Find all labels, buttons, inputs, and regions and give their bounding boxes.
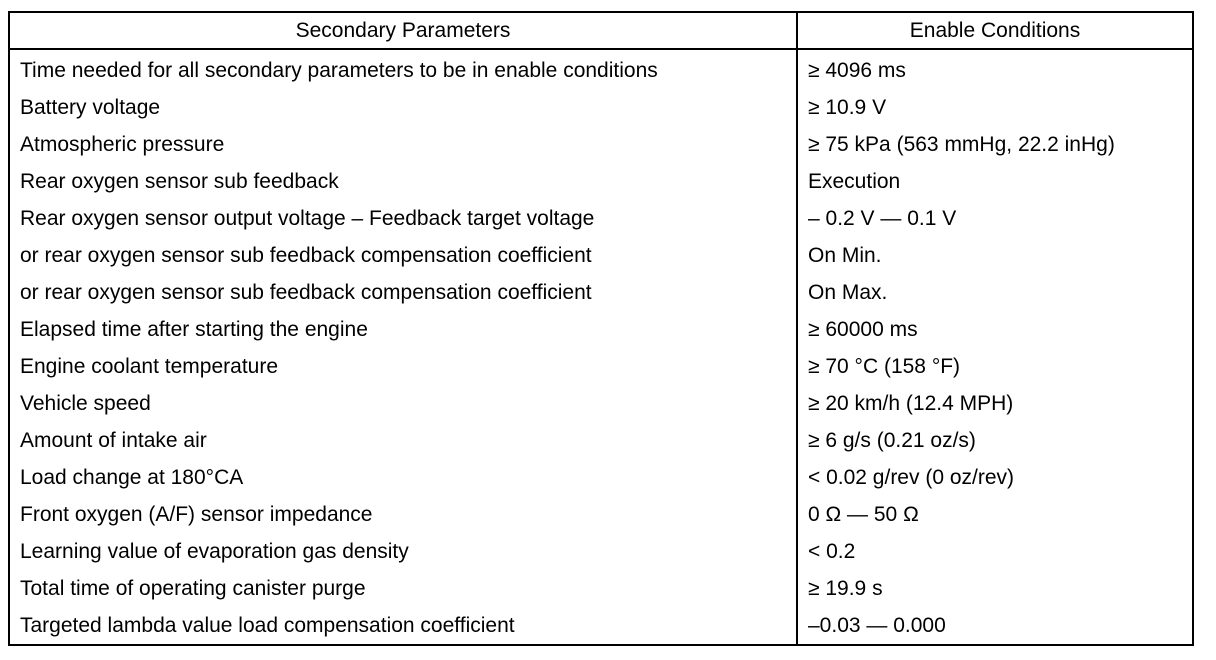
table-row: [9, 607, 1193, 645]
parameter-cell: or rear oxygen sensor sub feedback compensation coefficient: [9, 274, 797, 311]
parameter-cell: Learning value of evaporation gas density: [9, 533, 797, 570]
parameter-cell: Load change at 180°CA: [9, 459, 797, 496]
table-row: [9, 237, 1193, 274]
table-row: [9, 459, 1193, 496]
parameter-cell: Total time of operating canister purge: [9, 570, 797, 607]
secondary-parameters-table: [8, 11, 1194, 646]
parameter-cell: Targeted lambda value load compensation coefficient: [9, 607, 797, 645]
table-row: [9, 533, 1193, 570]
parameter-cell: Front oxygen (A/F) sensor impedance: [9, 496, 797, 533]
condition-cell: ≥ 60000 ms: [797, 311, 1193, 348]
condition-cell: ≥ 4096 ms: [797, 49, 1193, 89]
table-row: [9, 163, 1193, 200]
condition-cell: ≥ 75 kPa (563 mmHg, 22.2 inHg): [797, 126, 1193, 163]
parameter-cell: Atmospheric pressure: [9, 126, 797, 163]
condition-cell: ≥ 10.9 V: [797, 89, 1193, 126]
condition-cell: 0 Ω — 50 Ω: [797, 496, 1193, 533]
parameter-cell: Rear oxygen sensor output voltage – Feedback target voltage: [9, 200, 797, 237]
table-row: [9, 385, 1193, 422]
table-row: [9, 348, 1193, 385]
condition-cell: –0.03 — 0.000: [797, 607, 1193, 645]
condition-cell: ≥ 19.9 s: [797, 570, 1193, 607]
table-row: [9, 422, 1193, 459]
table-row: [9, 49, 1193, 89]
table-row: [9, 496, 1193, 533]
header-secondary-parameters: Secondary Parameters: [9, 12, 797, 49]
condition-cell: < 0.2: [797, 533, 1193, 570]
parameter-cell: Vehicle speed: [9, 385, 797, 422]
table-row: [9, 570, 1193, 607]
parameter-cell: or rear oxygen sensor sub feedback compensation coefficient: [9, 237, 797, 274]
condition-cell: ≥ 6 g/s (0.21 oz/s): [797, 422, 1193, 459]
parameter-cell: Elapsed time after starting the engine: [9, 311, 797, 348]
table-header-row: [9, 12, 1193, 49]
condition-cell: Execution: [797, 163, 1193, 200]
parameter-cell: Amount of intake air: [9, 422, 797, 459]
condition-cell: ≥ 20 km/h (12.4 MPH): [797, 385, 1193, 422]
table-row: [9, 311, 1193, 348]
table-row: [9, 274, 1193, 311]
parameter-cell: Engine coolant temperature: [9, 348, 797, 385]
parameter-cell: Battery voltage: [9, 89, 797, 126]
table-row: [9, 200, 1193, 237]
header-enable-conditions: Enable Conditions: [797, 12, 1193, 49]
condition-cell: On Min.: [797, 237, 1193, 274]
condition-cell: ≥ 70 °C (158 °F): [797, 348, 1193, 385]
condition-cell: On Max.: [797, 274, 1193, 311]
parameter-cell: Rear oxygen sensor sub feedback: [9, 163, 797, 200]
table-row: [9, 126, 1193, 163]
parameter-cell: Time needed for all secondary parameters to be in enable conditions: [9, 49, 797, 89]
table-row: [9, 89, 1193, 126]
parameters-table-container: [8, 11, 1192, 646]
condition-cell: < 0.02 g/rev (0 oz/rev): [797, 459, 1193, 496]
condition-cell: – 0.2 V — 0.1 V: [797, 200, 1193, 237]
